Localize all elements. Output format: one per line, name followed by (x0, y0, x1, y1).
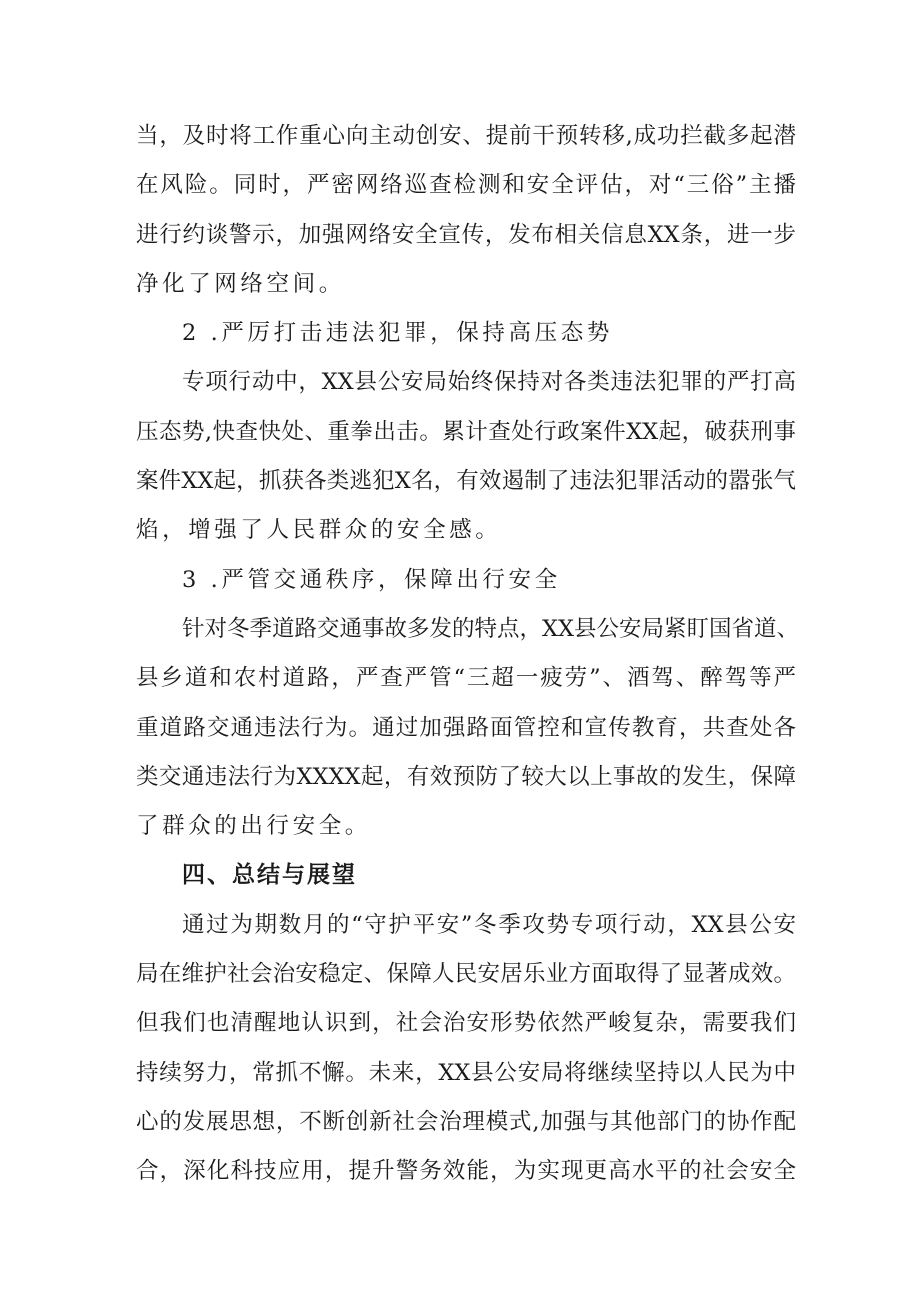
subsection-heading: 3 .严管交通秩序，保障出行安全 (182, 566, 561, 593)
subsection-heading: 2 .严厉打击违法犯罪，保持高压态势 (182, 320, 613, 347)
paragraph-line: 压态势,快查快处、重拳出击。累计查处行政案件XX起，破获刑事 (136, 418, 796, 445)
paragraph-line: 类交通违法行为XXXX起，有效预防了较大以上事故的发生，保障 (136, 763, 796, 790)
paragraph-line: 当，及时将工作重心向主动创安、提前干预转移,成功拦截多起潜 (136, 123, 796, 149)
paragraph-line: 通过为期数月的“守护平安”冬季攻势专项行动，XX县公安 (182, 911, 796, 938)
paragraph-line: 县乡道和农村道路，严查严管“三超一疲劳”、酒驾、醉驾等严 (136, 665, 796, 692)
paragraph-line: 重道路交通违法行为。通过加强路面管控和宣传教育，共查处各 (136, 714, 796, 741)
paragraph-line: 针对冬季道路交通事故多发的特点，XX县公安局紧盯国省道、 (182, 615, 800, 642)
paragraph-line: 局在维护社会治安稳定、保障人民安居乐业方面取得了显著成效。 (136, 961, 796, 988)
paragraph-line: 案件XX起，抓获各类逃犯X名，有效遏制了违法犯罪活动的嚣张气 (136, 468, 796, 495)
document-body (136, 112, 800, 1197)
paragraph-line: 专项行动中，XX县公安局始终保持对各类违法犯罪的严打高 (182, 369, 796, 396)
paragraph-line: 进行约谈警示，加强网络安全宣传，发布相关信息XX条，进一步 (136, 221, 796, 248)
paragraph-line: 持续努力，常抓不懈。未来，XX县公安局将继续坚持以人民为中 (136, 1059, 796, 1086)
paragraph-line: 但我们也清醒地认识到，社会治安形势依然严峻复杂，需要我们 (136, 1010, 796, 1037)
paragraph-line: 净化了网络空间。 (136, 270, 345, 297)
paragraph-line: 焰，增强了人民群众的安全感。 (136, 517, 502, 544)
paragraph-line: 在风险。同时，严密网络巡查检测和安全评估，对“三俗”主播 (136, 172, 796, 199)
section-title: 四、总结与展望 (182, 862, 357, 889)
paragraph-line: 心的发展思想，不断创新社会治理模式,加强与其他部门的协作配 (136, 1108, 796, 1135)
paragraph-line: 合，深化科技应用，提升警务效能，为实现更高水平的社会安全 (136, 1158, 796, 1185)
paragraph-line: 了群众的出行安全。 (136, 813, 371, 840)
